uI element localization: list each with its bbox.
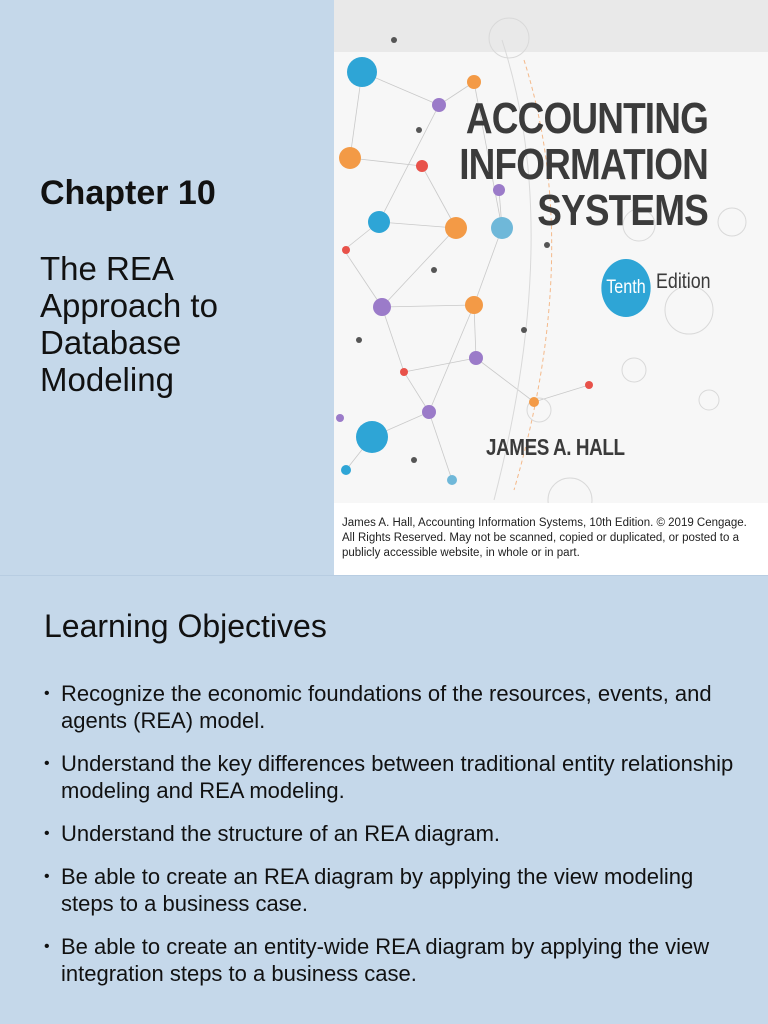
objective-text: Recognize the economic foundations of the resources, events, and agents (REA) model. bbox=[61, 681, 712, 733]
list-item bbox=[44, 750, 744, 804]
edition-label: Edition bbox=[656, 270, 711, 293]
list-item bbox=[44, 863, 744, 917]
objective-text: Be able to create an REA diagram by applying the view modeling steps to a business case. bbox=[61, 864, 694, 916]
learning-objectives-title: Learning Objectives bbox=[44, 608, 327, 644]
chapter-heading: Chapter 10 bbox=[40, 174, 216, 212]
bullet-icon: • bbox=[44, 938, 50, 955]
edition-badge: Tenth bbox=[601, 259, 650, 317]
objective-text: Be able to create an entity-wide REA diagram by applying the view integration steps to a business case. bbox=[61, 934, 710, 986]
bullet-icon: • bbox=[44, 685, 50, 702]
cover-title: ACCOUNTING INFORMATION SYSTEMS bbox=[459, 94, 708, 235]
list-item bbox=[44, 933, 744, 987]
book-cover-image bbox=[334, 0, 768, 503]
network-graphic-icon bbox=[334, 0, 768, 503]
cover-author: JAMES A. HALL bbox=[486, 434, 625, 460]
bullet-icon: • bbox=[44, 868, 50, 885]
bullet-icon: • bbox=[44, 825, 50, 842]
bullet-icon: • bbox=[44, 755, 50, 772]
list-item bbox=[44, 680, 744, 734]
list-item bbox=[44, 820, 744, 847]
objective-text: Understand the structure of an REA diagram. bbox=[61, 821, 501, 846]
chapter-subtitle: The REA Approach to Database Modeling bbox=[40, 250, 218, 398]
copyright-notice: James A. Hall, Accounting Information Systems, 10th Edition. © 2019 Cengage. All Rights Reserved. May not be scanned, copied or duplicated, or posted to a publicly accessible website, in whole or in part. bbox=[334, 503, 768, 576]
objectives-list bbox=[44, 680, 744, 1003]
objective-text: Understand the key differences between traditional entity relationship modeling and REA modeling. bbox=[61, 751, 734, 803]
